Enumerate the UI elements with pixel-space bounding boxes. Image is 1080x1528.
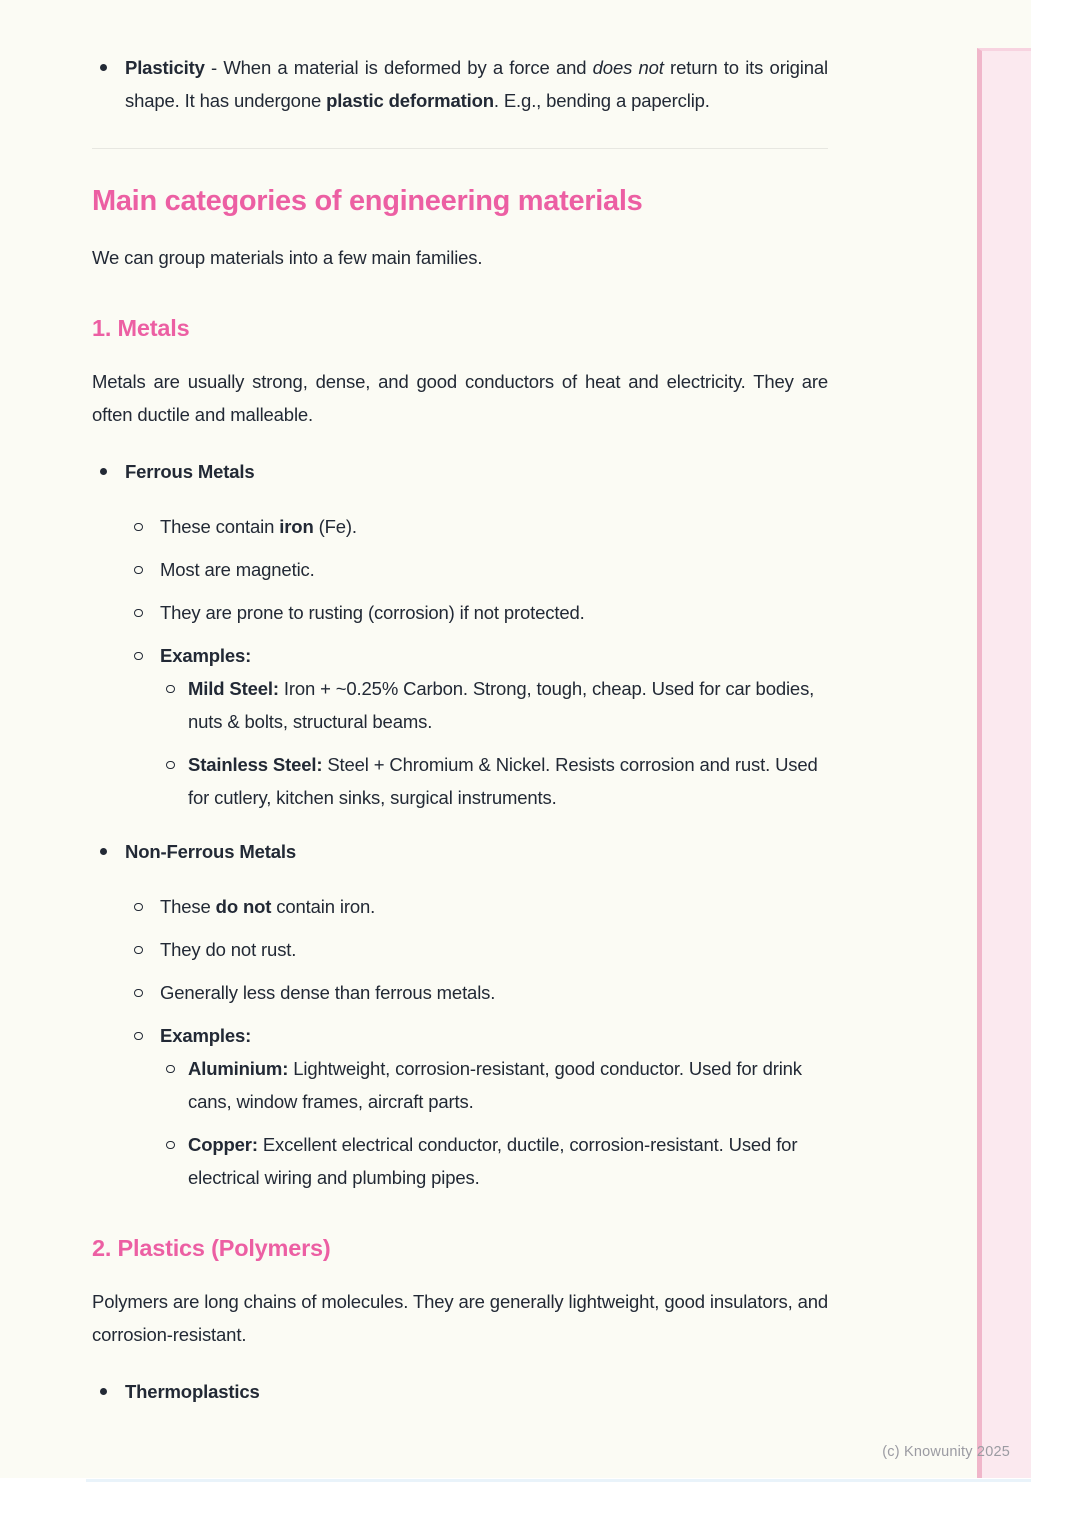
circle-bullet-icon <box>134 523 143 532</box>
circle-bullet-icon <box>134 1032 143 1041</box>
circle-bullet-icon <box>166 761 175 770</box>
metals-paragraph: Metals are usually strong, dense, and good conductors of heat and electricity. They are often ductile and malleable. <box>92 371 828 425</box>
list-item <box>125 596 828 629</box>
metals-list <box>92 455 828 1194</box>
pink-margin-stripe <box>977 48 1031 1478</box>
list-item-text: Aluminium: Lightweight, corrosion-resistant, good conductor. Used for drink cans, window frames, aircraft parts. <box>188 1058 802 1112</box>
list-item <box>125 890 828 923</box>
list-item-aluminium <box>160 1052 828 1118</box>
circle-bullet-icon <box>134 566 143 575</box>
list-item-mild-steel <box>160 672 828 738</box>
non-ferrous-points-list <box>125 890 828 1194</box>
list-item-text: Examples: <box>160 1025 252 1046</box>
list-item-thermoplastics <box>92 1375 828 1408</box>
group-title: Non-Ferrous Metals <box>125 841 297 862</box>
circle-bullet-icon <box>134 989 143 998</box>
list-item <box>125 510 828 543</box>
list-item <box>125 933 828 966</box>
non-ferrous-examples-list <box>160 1052 828 1194</box>
bullet-icon <box>100 468 107 475</box>
plastics-list <box>92 1375 828 1408</box>
bullet-icon <box>100 848 107 855</box>
list-item-text: These do not contain iron. <box>160 896 376 917</box>
page-bottom-shadow <box>86 1479 1031 1482</box>
section-heading-plastics: 2. Plastics (Polymers) <box>92 1235 331 1261</box>
intro-paragraph: We can group materials into a few main families. <box>92 247 483 268</box>
list-item-text: Examples: <box>160 645 252 666</box>
list-item-plasticity <box>92 51 828 117</box>
list-item-text: Stainless Steel: Steel + Chromium & Nickel. Resists corrosion and rust. Used for cutlery, kitchen sinks, surgical instruments. <box>188 754 818 808</box>
list-item-copper <box>160 1128 828 1194</box>
list-item-text: They do not rust. <box>160 939 297 960</box>
list-item-ferrous-metals <box>92 455 828 814</box>
list-item-examples <box>125 1019 828 1194</box>
bullet-icon <box>100 1388 107 1395</box>
list-item-text: Most are magnetic. <box>160 559 315 580</box>
list-item <box>125 976 828 1009</box>
bullet-icon <box>100 64 107 71</box>
list-item-non-ferrous-metals <box>92 835 828 1194</box>
circle-bullet-icon <box>166 1141 175 1150</box>
list-item <box>125 553 828 586</box>
section-heading-metals: 1. Metals <box>92 315 190 341</box>
list-item-stainless-steel <box>160 748 828 814</box>
polymers-paragraph: Polymers are long chains of molecules. They are generally lightweight, good insulators, and corrosion-resistant. <box>92 1291 828 1345</box>
list-item-text: Copper: Excellent electrical conductor, ductile, corrosion-resistant. Used for electrical wiring and plumbing pipes. <box>188 1134 798 1188</box>
list-item-text: These contain iron (Fe). <box>160 516 357 537</box>
circle-bullet-icon <box>134 609 143 618</box>
circle-bullet-icon <box>134 903 143 912</box>
list-item-text: They are prone to rusting (corrosion) if not protected. <box>160 602 585 623</box>
list-item-text: Plasticity - When a material is deformed by a force and does not return to its original shape. It has undergone plastic deformation. E.g., bending a paperclip. <box>125 57 829 111</box>
ferrous-examples-list <box>160 672 828 814</box>
circle-bullet-icon <box>134 946 143 955</box>
watermark: (c) Knowunity 2025 <box>882 1444 1010 1460</box>
definitions-list <box>92 51 828 117</box>
group-title: Ferrous Metals <box>125 461 255 482</box>
ferrous-points-list <box>125 510 828 814</box>
circle-bullet-icon <box>166 685 175 694</box>
circle-bullet-icon <box>134 652 143 661</box>
list-item-examples <box>125 639 828 814</box>
page-title: Main categories of engineering materials <box>92 185 643 217</box>
list-item-text: Mild Steel: Iron + ~0.25% Carbon. Strong, tough, cheap. Used for car bodies, nuts & bolts, structural beams. <box>188 678 815 732</box>
list-item-text: Generally less dense than ferrous metals. <box>160 982 496 1003</box>
document-content <box>92 0 828 1408</box>
circle-bullet-icon <box>166 1065 175 1074</box>
group-title: Thermoplastics <box>125 1381 260 1402</box>
section-divider <box>92 148 828 149</box>
